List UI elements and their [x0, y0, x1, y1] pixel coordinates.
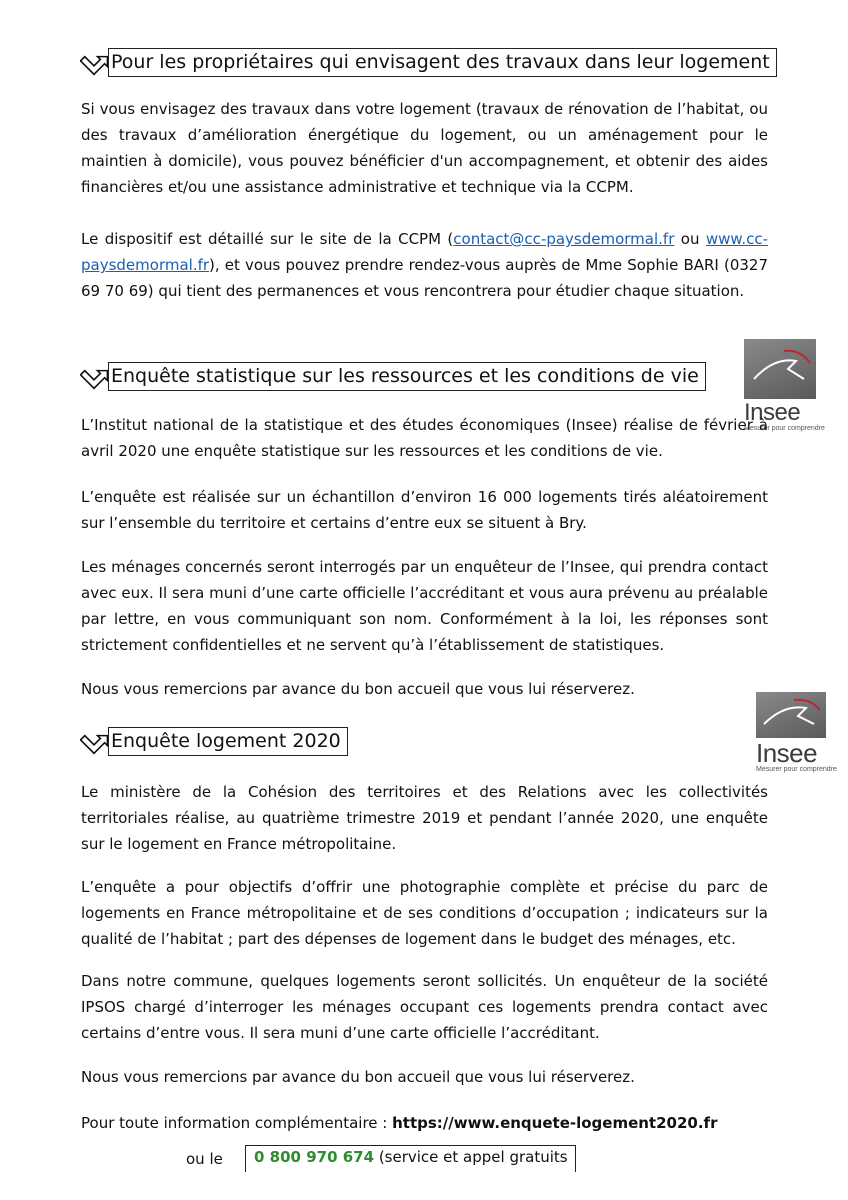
section3-heading: [80, 727, 348, 756]
section3-para3: Dans notre commune, quelques logements seront sollicités. Un enquêteur de la société IPSOS chargé d’interroger les ménages occupant ces logements prendra contact avec certains d’entre vous. Il sera muni d’une carte officielle l’accréditant.: [81, 972, 768, 1042]
para2-text-or: ou: [674, 230, 706, 248]
section2-para2: L’enquête est réalisée sur un échantillon d’environ 16 000 logements tirés aléatoirement sur l’ensemble du territoire et certains d’entre eux se situent à Bry.: [81, 488, 768, 532]
email-link[interactable]: contact@cc-paysdemormal.fr: [453, 230, 675, 248]
info-label: Pour toute information complémentaire :: [81, 1114, 393, 1132]
section3-para1: Le ministère de la Cohésion des territoires et des Relations avec les collectivités territoriales réalise, au quatrième trimestre 2019 et pendant l’année 2020, une enquête sur le logement en France métropolitaine.: [81, 783, 768, 853]
or-label: ou le: [186, 1150, 223, 1168]
section2-para1: L’Institut national de la statistique et des études économiques (Insee) réalise de février à avril 2020 une enquête statistique sur les ressources et les conditions de vie.: [81, 416, 768, 460]
phone-number[interactable]: 0 800 970 674: [254, 1148, 375, 1166]
info-line: [81, 1110, 768, 1136]
insee-logo-word: Insee: [756, 738, 818, 768]
section1-para1: Si vous envisagez des travaux dans votre logement (travaux de rénovation de l’habitat, ou des travaux d’amélioration énergétique du logement, ou un aménagement pour le maintien à domicile), vous pouvez bénéficier d'un accompagnement, et obtenir des aides financières et/ou une assistance administrative et technique via la CCPM.: [81, 100, 768, 196]
insee-logo-tagline: Mesurer pour comprendre: [756, 766, 837, 773]
arrow-icon: [80, 49, 108, 77]
info-url-link[interactable]: https://www.enquete-logement2020.fr: [392, 1114, 718, 1132]
phone-note: (service et appel gratuits: [374, 1148, 568, 1166]
arrow-icon: [80, 363, 108, 391]
insee-swoosh-icon: [744, 339, 816, 399]
section3-heading-text: Enquête logement 2020: [108, 727, 348, 756]
insee-logo: [756, 692, 837, 774]
section2-heading-text: Enquête statistique sur les ressources et les conditions de vie: [108, 362, 706, 391]
arrow-icon: [80, 728, 108, 756]
phone-box: [245, 1145, 576, 1172]
insee-logo-mark: [756, 692, 826, 738]
section1-heading-text: Pour les propriétaires qui envisagent des travaux dans leur logement: [108, 48, 777, 77]
section2-heading: [80, 362, 706, 391]
section1-heading: [80, 48, 777, 77]
insee-logo-word: Insee: [744, 399, 801, 426]
insee-swoosh-icon: [756, 692, 826, 738]
section2-para3: Les ménages concernés seront interrogés par un enquêteur de l’Insee, qui prendra contact avec eux. Il sera muni d’une carte officielle l’accréditant et vous aura prévenu au préalable par lettre, en vous communiquant son nom. Conformément à la loi, les réponses sont strictement confidentielles et ne servent qu’à l’établissement de statistiques.: [81, 558, 768, 654]
section2-para4: Nous vous remercions par avance du bon accueil que vous lui réserverez.: [81, 680, 635, 698]
website-link[interactable]: www.cc-paysdemormal.fr: [81, 230, 768, 274]
section1-para2: [81, 226, 768, 304]
para2-text-before: Le dispositif est détaillé sur le site de la CCPM (: [81, 230, 454, 248]
insee-logo-mark: [744, 339, 816, 399]
para2-text-after: ), et vous pouvez prendre rendez-vous auprès de Mme Sophie BARI (0327 69 70 69) qui tient des permanences et vous rencontrera pour étudier chaque situation.: [81, 256, 768, 300]
section3-para2: L’enquête a pour objectifs d’offrir une photographie complète et précise du parc de logements en France métropolitaine et de ses conditions d’occupation ; indicateurs sur la qualité de l’habitat ; part des dépenses de logement dans le budget des ménages, etc.: [81, 878, 768, 948]
insee-logo-tagline: Mesurer pour comprendre: [744, 425, 825, 432]
section3-para4: Nous vous remercions par avance du bon accueil que vous lui réserverez.: [81, 1068, 635, 1086]
